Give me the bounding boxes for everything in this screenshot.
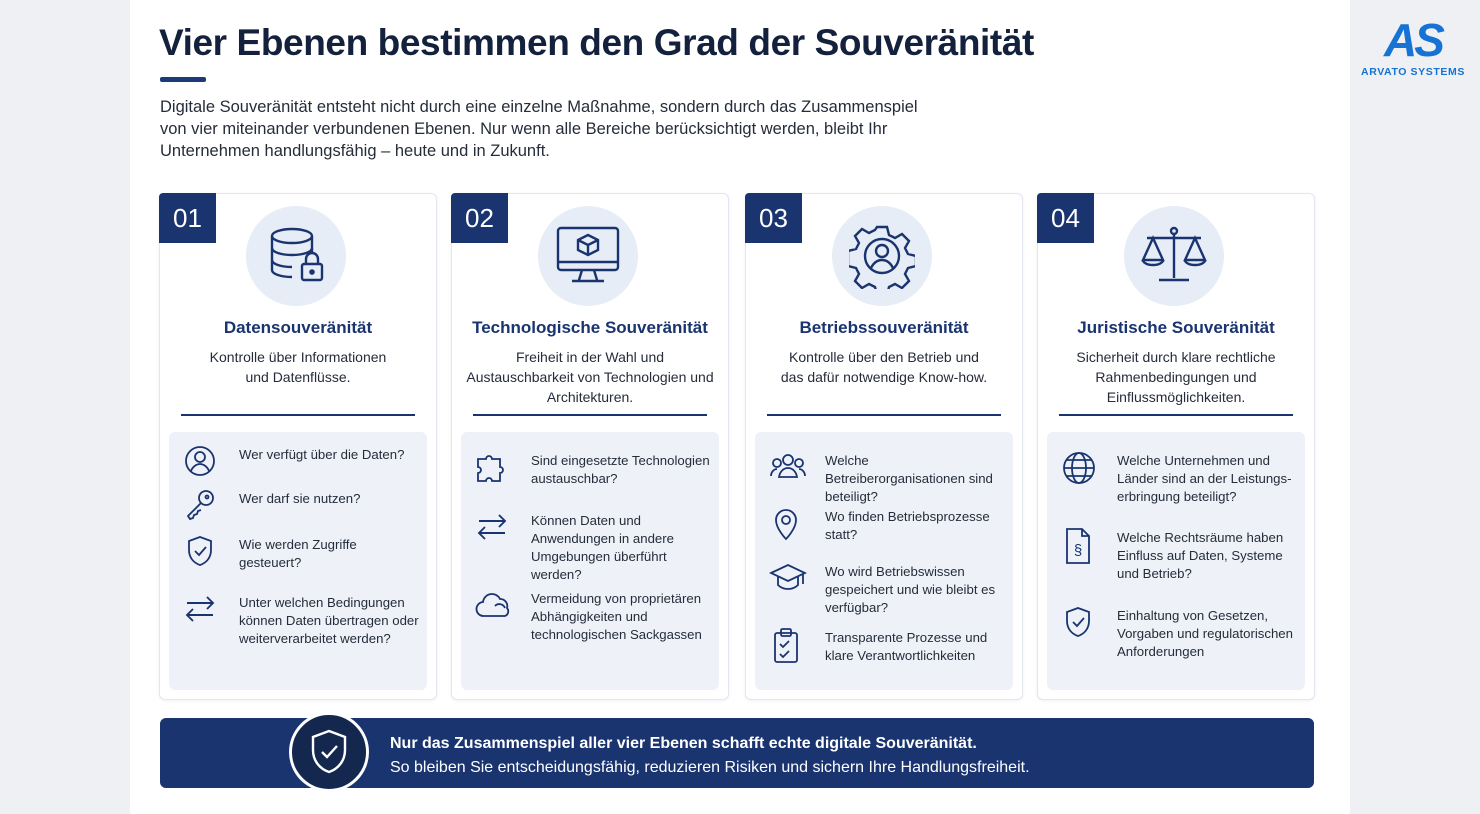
card-title: Juristische Souveränität (1077, 318, 1275, 337)
list-item (1061, 607, 1297, 661)
card-divider (473, 414, 707, 416)
transfer-arrows-icon (183, 592, 219, 628)
question-text: Welche Betreiberorganisationen sind beteiligt? (825, 453, 993, 504)
card-datensouveraenitaet (159, 193, 437, 700)
card-number: 03 (745, 193, 802, 243)
list-item (475, 452, 711, 488)
transfer-arrows-icon (475, 510, 511, 546)
question-text: Wo wird Betriebswissen gespeichert und wie bleibt es verfügbar? (825, 564, 996, 615)
question-text: Wer darf sie nutzen? (239, 491, 361, 506)
card-description: Kontrolle über den Betrieb und das dafür notwendige Know-how. (780, 349, 988, 385)
card-number: 04 (1037, 193, 1094, 243)
cloud-icon (475, 588, 511, 624)
shield-check-icon (1061, 605, 1097, 641)
list-item (769, 629, 1005, 665)
question-text: Welche Unternehmen und Länder sind an der Leistungs-erbringung beteiligt? (1117, 453, 1292, 504)
list-item (475, 590, 711, 644)
card-divider (1059, 414, 1293, 416)
question-list (755, 432, 1013, 690)
location-pin-icon (769, 506, 805, 542)
shield-check-icon (289, 712, 369, 792)
graduation-cap-icon (769, 561, 805, 597)
list-item (183, 536, 419, 572)
user-icon (183, 444, 219, 480)
gear-user-icon (832, 206, 932, 306)
question-text: Wo finden Betriebsprozesse statt? (825, 509, 990, 542)
card-number: 01 (159, 193, 216, 243)
card-number: 02 (451, 193, 508, 243)
key-icon (183, 488, 219, 524)
question-list (169, 432, 427, 690)
question-text: Einhaltung von Gesetzen, Vorgaben und regulatorischen Anforderungen (1117, 608, 1293, 659)
svg-text:§: § (1073, 542, 1083, 559)
database-lock-icon (246, 206, 346, 306)
card-divider (767, 414, 1001, 416)
card-title: Datensouveränität (223, 318, 373, 337)
list-item (183, 490, 419, 524)
legal-document-icon (1061, 527, 1097, 563)
card-title: Technologische Souveränität (472, 318, 708, 337)
question-text: Wer verfügt über die Daten? (239, 447, 405, 462)
intro-text: Digitale Souveränität entsteht nicht durch eine einzelne Maßnahme, sondern durch das Zusammenspiel von vier miteinander verbundenen Ebenen. Nur wenn alle Bereiche berücksichtigt werden, bleibt Ihr Unternehmen handlungsfähig – heute und in Zukunft. (160, 98, 918, 160)
banner-text: So bleiben Sie entscheidungsfähig, reduzieren Risiken und sichern Ihre Handlungsfreiheit. (390, 759, 1030, 776)
list-item (183, 446, 419, 480)
globe-icon (1061, 450, 1097, 486)
question-text: Unter welchen Bedingungen können Daten übertragen oder weiterverarbeitet werden? (239, 595, 419, 646)
card-description: Sicherheit durch klare rechtliche Rahmenbedingungen und Einflussmöglichkeiten. (1076, 349, 1276, 405)
list-item (769, 563, 1005, 617)
card-betriebssouveraenitaet (745, 193, 1023, 700)
question-text: Vermeidung von proprietären Abhängigkeiten und technologischen Sackgassen (531, 591, 702, 642)
question-list (1047, 432, 1305, 690)
question-text: Wie werden Zugriffe gesteuert? (239, 537, 357, 570)
list-item (769, 452, 1005, 506)
list-item (475, 512, 711, 584)
logo-wordmark: ARVATO SYSTEMS (1361, 66, 1465, 78)
shield-check-icon (183, 534, 219, 570)
clipboard-check-icon (769, 627, 805, 663)
list-item (1061, 529, 1297, 583)
monitor-cube-icon (538, 206, 638, 306)
banner-headline: Nur das Zusammenspiel aller vier Ebenen schafft echte digitale Souveränität. (390, 735, 977, 752)
question-text: Können Daten und Anwendungen in andere Umgebungen überführt werden? (531, 513, 674, 582)
list-item (183, 594, 419, 648)
question-list (461, 432, 719, 690)
logo-mark: AS (1384, 14, 1442, 66)
card-technologische-souveraenitaet (451, 193, 729, 700)
scales-icon (1124, 206, 1224, 306)
puzzle-icon (475, 450, 511, 486)
team-icon (769, 450, 805, 486)
company-logo (1360, 16, 1466, 78)
question-text: Sind eingesetzte Technologien austauschbar? (531, 453, 710, 486)
card-divider (181, 414, 415, 416)
card-juristische-souveraenitaet (1037, 193, 1315, 700)
card-title: Betriebssouveränität (799, 318, 969, 337)
list-item (769, 508, 1005, 544)
card-description: Kontrolle über Informationen und Datenflüsse. (209, 349, 387, 385)
card-description: Freiheit in der Wahl und Austauschbarkeit von Technologien und Architekturen. (466, 349, 714, 405)
list-item (1061, 452, 1297, 506)
question-text: Welche Rechtsräume haben Einfluss auf Daten, Systeme und Betrieb? (1117, 530, 1284, 581)
title-underline (160, 77, 206, 82)
question-text: Transparente Prozesse und klare Verantwortlichkeiten (825, 630, 988, 663)
page-title: Vier Ebenen bestimmen den Grad der Souveränität (159, 22, 1034, 63)
